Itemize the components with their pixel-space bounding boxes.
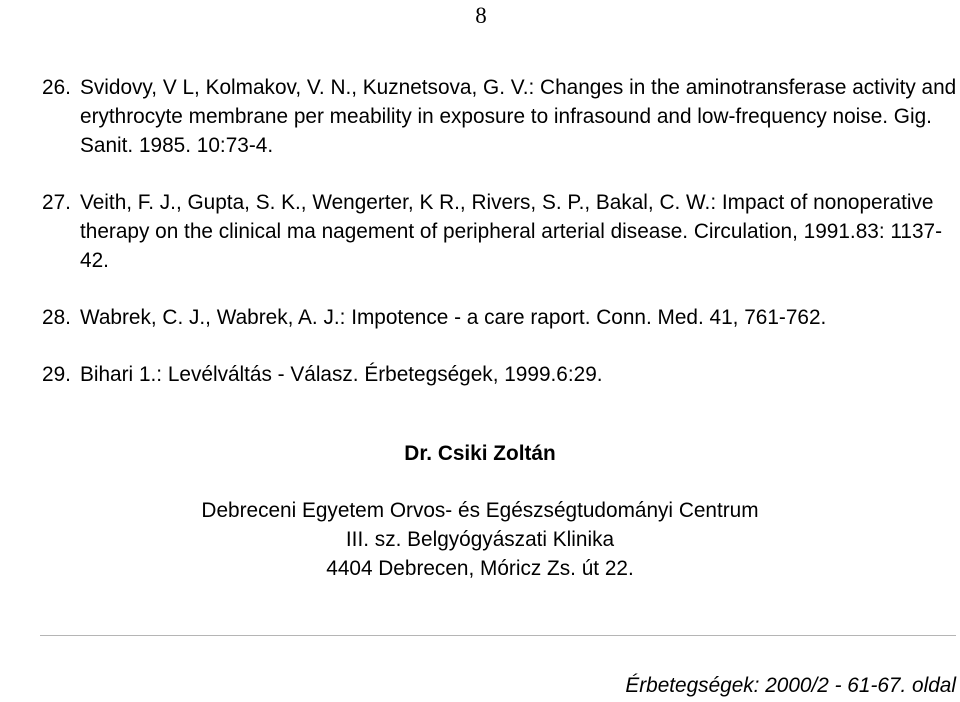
affiliation-line: Debreceni Egyetem Orvos- és Egészségtudományi Centrum — [201, 499, 759, 522]
reference-text: Svidovy, V L, Kolmakov, V. N., Kuznetsova, G. V.: Changes in the aminotransferase activity and erythrocyte membrane per meability in exposure to infrasound and low-frequency noise. Gig. Sanit. 1985. 10:73-4. — [80, 76, 957, 157]
author-affiliation — [0, 496, 960, 583]
reference-text: Wabrek, C. J., Wabrek, A. J.: Impotence - a care raport. Conn. Med. 41, 761-762. — [80, 306, 827, 329]
author-name: Dr. Csiki Zoltán — [404, 442, 556, 465]
reference-text: Veith, F. J., Gupta, S. K., Wengerter, K R., Rivers, S. P., Bakal, C. W.: Impact of nonoperative therapy on the clinical ma nagement of peripheral arterial disease. Circulation, 1991.83: 1137-42. — [80, 191, 943, 272]
reference-item — [42, 360, 957, 389]
page-number: 8 — [475, 3, 487, 28]
reference-item — [42, 73, 957, 160]
reference-number: 26. — [42, 76, 71, 99]
reference-item — [42, 188, 957, 275]
reference-number: 27. — [42, 191, 71, 214]
affiliation-line: 4404 Debrecen, Móricz Zs. út 22. — [326, 557, 634, 580]
reference-number: 29. — [42, 363, 71, 386]
reference-list — [42, 73, 957, 417]
reference-number: 28. — [42, 306, 71, 329]
journal-footer: Érbetegségek: 2000/2 - 61-67. oldal — [625, 674, 956, 697]
reference-text: Bihari 1.: Levélváltás - Válasz. Érbetegségek, 1999.6:29. — [80, 363, 603, 386]
footer-divider — [40, 635, 956, 636]
reference-item — [42, 303, 957, 332]
affiliation-line: III. sz. Belgyógyászati Klinika — [345, 528, 615, 551]
